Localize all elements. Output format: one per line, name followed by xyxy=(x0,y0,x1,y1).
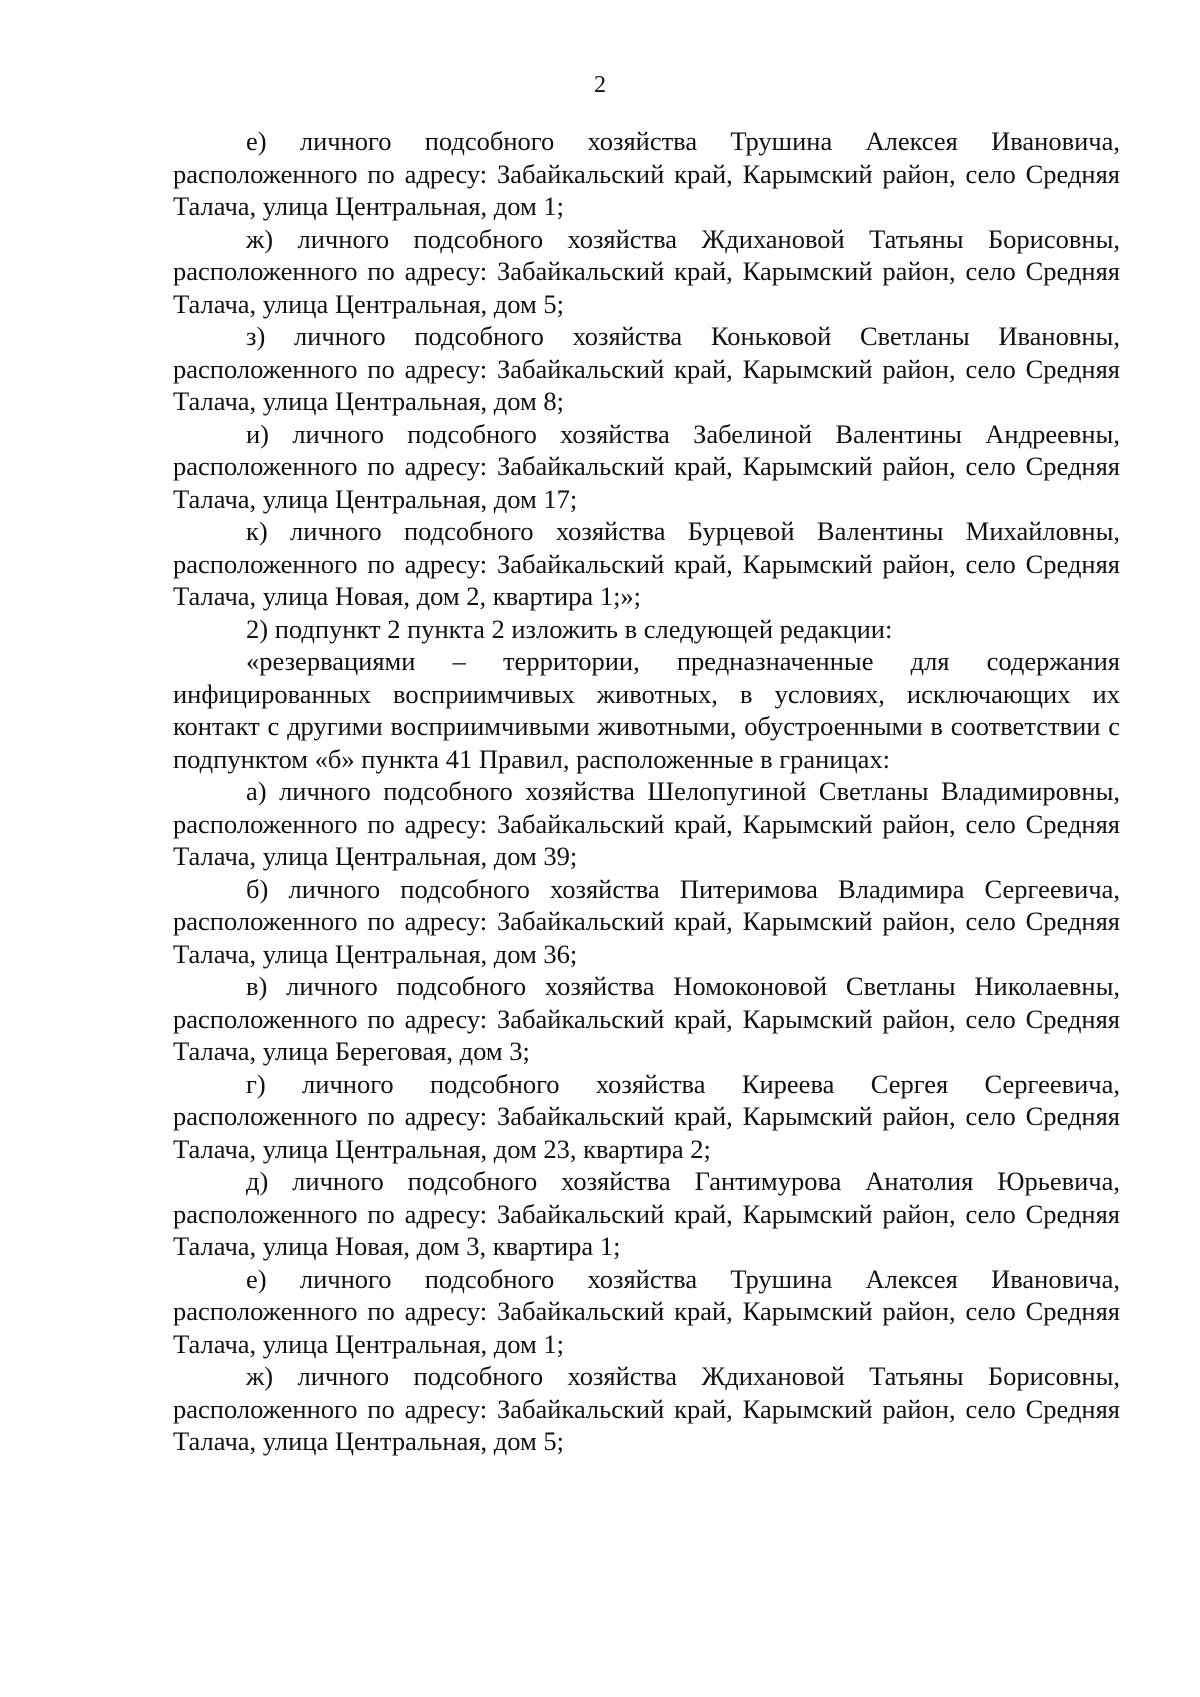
paragraph-definition: «резервациями – территории, предназначенные для содержания инфицированных восприимчивых животных, в условиях, исключающих их контакт с другими восприимчивыми животными, обустроенными в соответствии с подпунктом «б» пункта 41 Правил, расположенные в границах: xyxy=(173,646,1120,774)
page-number: 2 xyxy=(594,72,606,98)
document-body xyxy=(173,125,1120,1458)
paragraph-item-k: к) личного подсобного хозяйства Бурцевой Валентины Михайловны, расположенного по адресу: Забайкальский край, Карымский район, село Средняя Талача, улица Новая, дом 2, квартира 1;»; xyxy=(173,516,1120,611)
paragraph-item-zh-2: ж) личного подсобного хозяйства Ждихановой Татьяны Борисовны, расположенного по адресу: Забайкальский край, Карымский район, село Средняя Талача, улица Центральная, дом 5; xyxy=(173,1361,1120,1456)
paragraph-subclause-2: 2) подпункт 2 пункта 2 изложить в следующей редакции: xyxy=(246,613,893,644)
paragraph-item-v: в) личного подсобного хозяйства Номоконовой Светланы Николаевны, расположенного по адресу: Забайкальский край, Карымский район, село Средняя Талача, улица Береговая, дом 3; xyxy=(173,971,1120,1066)
paragraph-item-zh: ж) личного подсобного хозяйства Ждихановой Татьяны Борисовны, расположенного по адресу: Забайкальский край, Карымский район, село Средняя Талача, улица Центральная, дом 5; xyxy=(173,223,1120,319)
paragraph-item-e-2: е) личного подсобного хозяйства Трушина Алексея Ивановича, расположенного по адресу: Забайкальский край, Карымский район, село Средняя Талача, улица Центральная, дом 1; xyxy=(173,1263,1120,1359)
paragraph-item-i: и) личного подсобного хозяйства Забелиной Валентины Андреевны, расположенного по адресу: Забайкальский край, Карымский район, село Средняя Талача, улица Центральная, дом 17; xyxy=(173,418,1120,514)
paragraph-item-z: з) личного подсобного хозяйства Коньковой Светланы Ивановны, расположенного по адресу: Забайкальский край, Карымский район, село Средняя Талача, улица Центральная, дом 8; xyxy=(173,321,1120,416)
paragraph-item-e: е) личного подсобного хозяйства Трушина Алексея Ивановича, расположенного по адресу: Забайкальский край, Карымский район, село Средняя Талача, улица Центральная, дом 1; xyxy=(173,126,1120,221)
paragraph-item-b: б) личного подсобного хозяйства Питеримова Владимира Сергеевича, расположенного по адресу: Забайкальский край, Карымский район, село Средняя Талача, улица Центральная, дом 36; xyxy=(173,873,1120,969)
paragraph-item-g: г) личного подсобного хозяйства Киреева Сергея Сергеевича, расположенного по адресу: Забайкальский край, Карымский район, село Средняя Талача, улица Центральная, дом 23, квартира 2; xyxy=(173,1068,1120,1164)
paragraph-item-d: д) личного подсобного хозяйства Гантимурова Анатолия Юрьевича, расположенного по адресу: Забайкальский край, Карымский район, село Средняя Талача, улица Новая, дом 3, квартира 1; xyxy=(173,1166,1120,1261)
paragraph-item-a: а) личного подсобного хозяйства Шелопугиной Светланы Владимировны, расположенного по адресу: Забайкальский край, Карымский район, село Средняя Талача, улица Центральная, дом 39; xyxy=(173,776,1120,871)
